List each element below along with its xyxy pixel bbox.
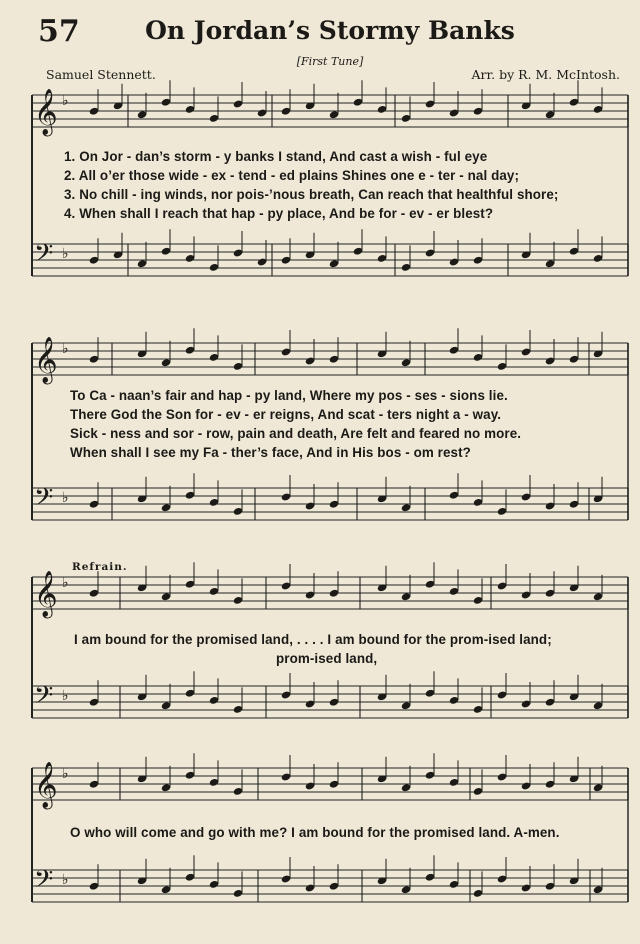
verse-1-line-2: To Ca - naan’s fair and hap - py land, Where my pos - ses - sions lie.: [70, 388, 508, 403]
refrain-label: Refrain.: [72, 561, 128, 573]
svg-text:♭: ♭: [62, 872, 69, 888]
verse-3-line-2: Sick - ness and sor - row, pain and death, Are felt and feared no more.: [70, 426, 522, 441]
verse-2-line-2: There God the Son for - ev - er reigns, And scat - ters night a - way.: [70, 407, 502, 422]
hymn-title: On Jordan’s Stormy Banks: [145, 16, 515, 45]
svg-text:𝄢: 𝄢: [34, 483, 54, 518]
svg-text:♭: ♭: [62, 246, 69, 262]
svg-text:𝄢: 𝄢: [34, 681, 54, 716]
verse-2-line-1: 2. All o’er those wide - ex - tend - ed plains Shines one e - ter - nal day;: [64, 168, 520, 183]
refrain-line-2: prom-ised land,: [276, 651, 378, 666]
tune-note: [First Tune]: [296, 55, 364, 68]
svg-text:𝄞: 𝄞: [34, 89, 58, 135]
svg-text:𝄞: 𝄞: [34, 762, 58, 808]
svg-text:♭: ♭: [62, 93, 69, 109]
verse-4-line-2: When shall I see my Fa - ther’s face, And in His bos - om rest?: [70, 445, 471, 460]
svg-text:𝄢: 𝄢: [34, 239, 54, 274]
svg-text:♭: ♭: [62, 575, 69, 591]
verse-3-line-1: 3. No chill - ing winds, nor pois-’nous breath, Can reach that healthful shore;: [64, 187, 559, 202]
verse-1-line-1: 1. On Jor - dan’s storm - y banks I stand, And cast a wish - ful eye: [64, 149, 488, 164]
author-credit: Samuel Stennett.: [46, 67, 156, 82]
refrain-line-3: O who will come and go with me? I am bound for the promised land. A-men.: [70, 825, 560, 840]
verse-4-line-1: 4. When shall I reach that hap - py place, And be for - ev - er blest?: [64, 206, 494, 221]
svg-text:♭: ♭: [62, 341, 69, 357]
refrain-line-1: I am bound for the promised land, . . . . I am bound for the prom-ised land;: [74, 632, 552, 647]
svg-text:𝄞: 𝄞: [34, 571, 58, 617]
hymn-number: 57: [38, 14, 80, 49]
svg-text:𝄢: 𝄢: [34, 865, 54, 900]
svg-text:♭: ♭: [62, 490, 69, 506]
svg-text:♭: ♭: [62, 688, 69, 704]
note-heads: [89, 80, 603, 898]
svg-text:♭: ♭: [62, 766, 69, 782]
arranger-credit: Arr. by R. M. McIntosh.: [471, 67, 620, 82]
svg-text:𝄞: 𝄞: [34, 337, 58, 383]
